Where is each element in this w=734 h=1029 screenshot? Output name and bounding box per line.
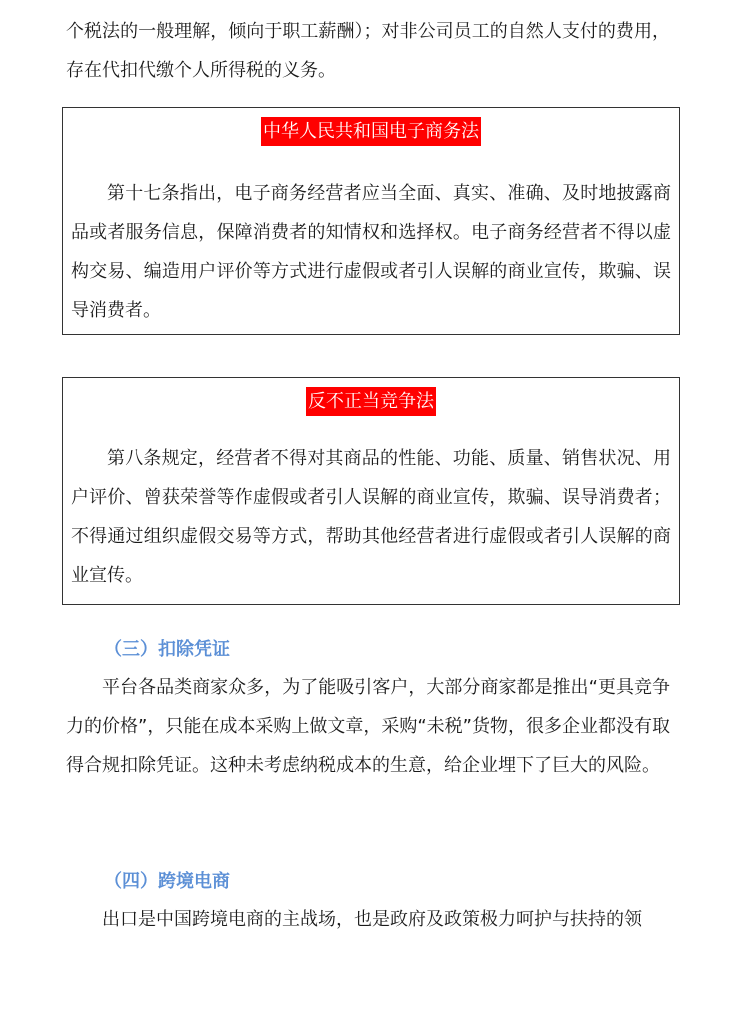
section3-paragraph: 平台各品类商家众多，为了能吸引客户，大部分商家都是推出“更具竞争力的价格”，只能在成本采购上做文章，采购“未税”货物，很多企业都没有取得合规扣除凭证。这种未考虑纳税成本的生意，给企业埋下了巨大的风险。	[66, 677, 670, 776]
competition-law-title: 反不正当竞争法	[306, 387, 436, 416]
ecommerce-law-body: 第十七条指出，电子商务经营者应当全面、真实、准确、及时地披露商品或者服务信息，保障消费者的知情权和选择权。电子商务经营者不得以虚构交易、编造用户评价等方式进行虚假或者引人误解的商业宣传，欺骗、误导消费者。	[71, 183, 671, 321]
section-heading-cross-border: （四）跨境电商	[104, 871, 230, 892]
intro-paragraph: 个税法的一般理解，倾向于职工薪酬）；对非公司员工的自然人支付的费用，存在代扣代缴个人所得税的义务。	[66, 21, 670, 81]
section-heading-deduction-vouchers: （三）扣除凭证	[104, 639, 230, 660]
competition-law-body: 第八条规定，经营者不得对其商品的性能、功能、质量、销售状况、用户评价、曾获荣誉等作虚假或者引人误解的商业宣传，欺骗、误导消费者；不得通过组织虚假交易等方式，帮助其他经营者进行虚假或者引人误解的商业宣传。	[71, 448, 671, 586]
section4-paragraph: 出口是中国跨境电商的主战场，也是政府及政策极力呵护与扶持的领	[102, 909, 642, 930]
ecommerce-law-title: 中华人民共和国电子商务法	[261, 117, 481, 146]
ecommerce-law-box	[62, 107, 680, 335]
competition-law-box	[62, 377, 680, 605]
